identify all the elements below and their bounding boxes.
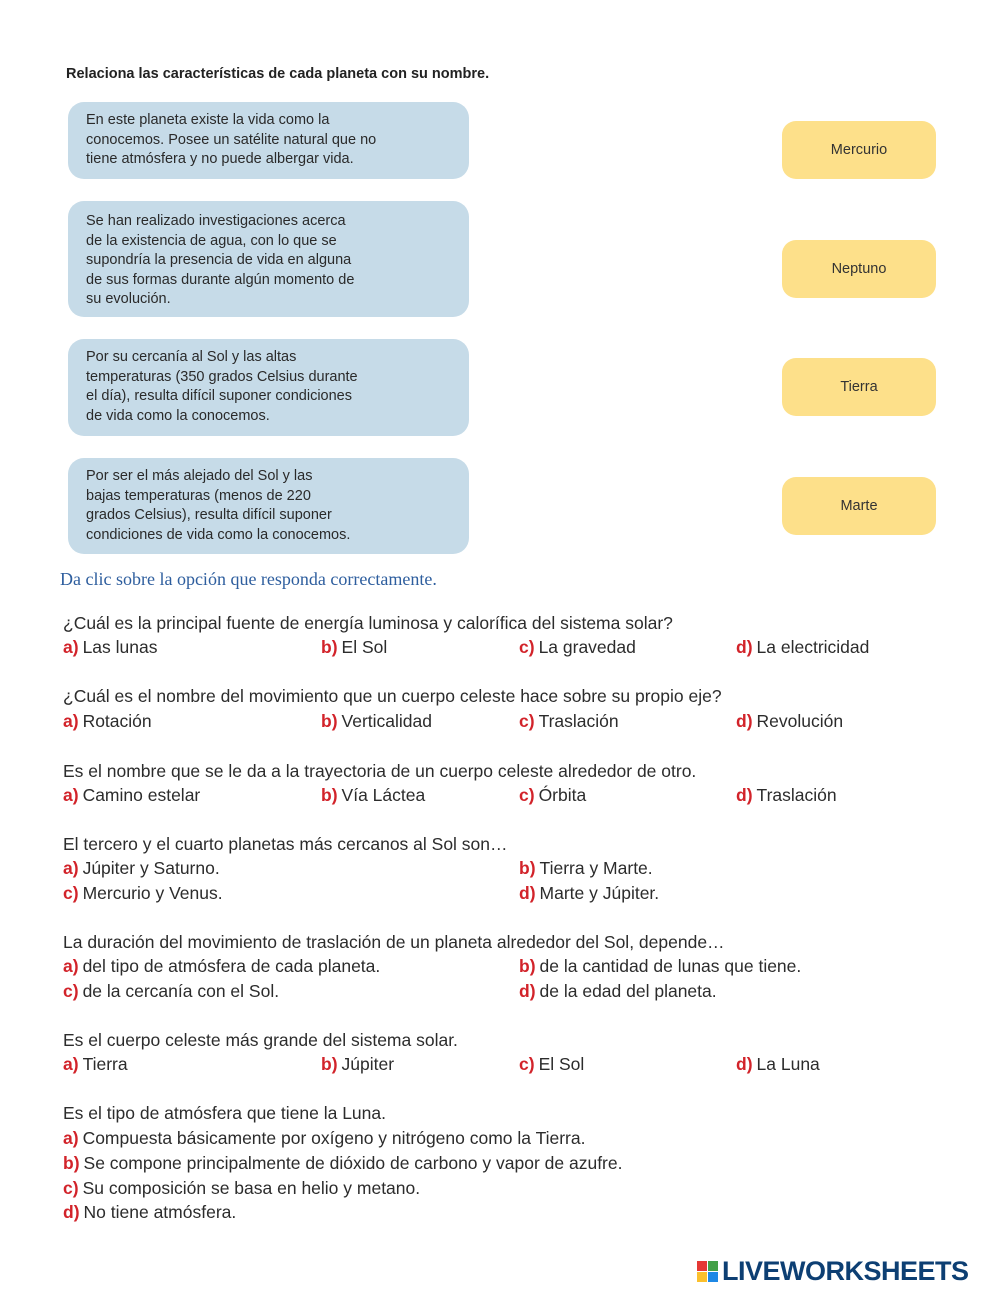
question-3-text: Es el nombre que se le da a la trayectoria de un cuerpo celeste alrededor de otro. <box>63 761 697 781</box>
question-4-option-c[interactable] <box>63 883 223 904</box>
option-letter: b) <box>63 1153 80 1173</box>
description-line: En este planeta existe la vida como la <box>86 112 330 128</box>
question-6-option-c[interactable] <box>519 1054 584 1075</box>
description-line: grados Celsius), resulta difícil suponer <box>86 507 332 523</box>
option-letter: b) <box>519 858 536 878</box>
question-1-option-a[interactable] <box>63 637 157 658</box>
option-letter: d) <box>519 883 536 903</box>
description-line: condiciones de vida como la conocemos. <box>86 526 351 543</box>
option-letter: c) <box>519 637 535 657</box>
question-7-option-a[interactable] <box>63 1128 585 1149</box>
description-line: su evolución. <box>86 291 171 307</box>
option-letter: a) <box>63 1054 79 1074</box>
question-3-option-b[interactable] <box>321 785 425 806</box>
logo-square-red <box>697 1261 707 1271</box>
option-text: de la cantidad de lunas que tiene. <box>539 956 802 976</box>
option-text: Compuesta básicamente por oxígeno y nitrógeno como la Tierra. <box>82 1128 586 1148</box>
question-7-option-c[interactable] <box>63 1178 420 1199</box>
option-text: El Sol <box>538 1054 585 1074</box>
planet-name-box-neptuno[interactable]: Neptuno <box>782 240 936 298</box>
question-6-option-b[interactable] <box>321 1054 394 1075</box>
question-5-option-a[interactable] <box>63 956 380 977</box>
description-line: conocemos. Posee un satélite natural que no <box>86 131 377 148</box>
description-box-4[interactable] <box>68 458 469 554</box>
option-letter: d) <box>519 981 536 1001</box>
description-box-3[interactable] <box>68 339 469 436</box>
option-text: La gravedad <box>538 637 636 657</box>
option-letter: d) <box>63 1202 80 1222</box>
option-letter: d) <box>736 1054 753 1074</box>
option-text: Camino estelar <box>82 785 201 805</box>
option-text: La Luna <box>756 1054 820 1074</box>
option-text: Marte y Júpiter. <box>539 883 660 903</box>
option-letter: a) <box>63 637 79 657</box>
option-text: Verticalidad <box>341 711 433 731</box>
option-text: No tiene atmósfera. <box>83 1202 237 1222</box>
question-4-option-b[interactable] <box>519 858 653 879</box>
option-letter: b) <box>321 711 338 731</box>
question-6-option-d[interactable] <box>736 1054 820 1075</box>
question-6-text: Es el cuerpo celeste más grande del sistema solar. <box>63 1030 458 1050</box>
question-2-text: ¿Cuál es el nombre del movimiento que un cuerpo celeste hace sobre su propio eje? <box>63 686 722 706</box>
option-letter: a) <box>63 858 79 878</box>
option-letter: c) <box>63 981 79 1001</box>
logo-text: LIVEWORKSHEETS <box>722 1255 969 1286</box>
question-2-option-b[interactable] <box>321 711 432 732</box>
option-text: de la edad del planeta. <box>539 981 717 1001</box>
option-text: Vía Láctea <box>341 785 426 805</box>
option-letter: b) <box>321 1054 338 1074</box>
question-7-text: Es el tipo de atmósfera que tiene la Luna. <box>63 1103 386 1123</box>
logo-square-blue <box>708 1272 718 1282</box>
option-letter: d) <box>736 785 753 805</box>
option-text: Traslación <box>756 785 837 805</box>
option-text: Revolución <box>756 711 844 731</box>
description-line: de vida como la conocemos. <box>86 407 270 424</box>
logo-square-green <box>708 1261 718 1271</box>
option-letter: d) <box>736 637 753 657</box>
description-line: de la existencia de agua, con lo que se <box>86 232 337 249</box>
option-letter: c) <box>63 883 79 903</box>
instruction-text: Da clic sobre la opción que responda correctamente. <box>60 569 437 589</box>
description-line: de sus formas durante algún momento de <box>86 271 355 288</box>
option-text: Tierra <box>82 1054 128 1074</box>
option-letter: b) <box>519 956 536 976</box>
option-text: Se compone principalmente de dióxido de carbono y vapor de azufre. <box>83 1153 623 1173</box>
question-2-option-a[interactable] <box>63 711 152 732</box>
option-text: Rotación <box>82 711 152 731</box>
option-letter: c) <box>63 1178 79 1198</box>
description-line: tiene atmósfera y no puede albergar vida. <box>86 151 354 167</box>
question-5-option-c[interactable] <box>63 981 279 1002</box>
question-4-option-d[interactable] <box>519 883 659 904</box>
description-line: Por ser el más alejado del Sol y las <box>86 468 313 484</box>
option-text: del tipo de atmósfera de cada planeta. <box>82 956 381 976</box>
question-7-option-d[interactable] <box>63 1202 236 1223</box>
question-7-option-b[interactable] <box>63 1153 622 1174</box>
description-box-1[interactable] <box>68 102 469 179</box>
question-1-text: ¿Cuál es la principal fuente de energía luminosa y calorífica del sistema solar? <box>63 613 673 633</box>
question-4-text: El tercero y el cuarto planetas más cercanos al Sol son… <box>63 834 508 854</box>
option-letter: b) <box>321 785 338 805</box>
question-6-option-a[interactable] <box>63 1054 128 1075</box>
description-box-2[interactable] <box>68 201 469 317</box>
planet-name-box-mercurio[interactable]: Mercurio <box>782 121 936 179</box>
option-letter: c) <box>519 711 535 731</box>
option-letter: a) <box>63 1128 79 1148</box>
question-5-text: La duración del movimiento de traslación de un planeta alrededor del Sol, depende… <box>63 932 725 952</box>
option-text: Su composición se basa en helio y metano. <box>82 1178 421 1198</box>
liveworksheets-logo <box>697 1256 969 1286</box>
description-line: Se han realizado investigaciones acerca <box>86 213 346 229</box>
question-5-option-d[interactable] <box>519 981 717 1002</box>
description-line: Por su cercanía al Sol y las altas <box>86 349 297 365</box>
question-3-option-d[interactable] <box>736 785 837 806</box>
description-line: bajas temperaturas (menos de 220 <box>86 487 311 504</box>
logo-square-yellow <box>697 1272 707 1282</box>
planet-name-box-tierra[interactable]: Tierra <box>782 358 936 416</box>
logo-mark-icon <box>697 1261 718 1282</box>
option-text: Traslación <box>538 711 619 731</box>
option-letter: a) <box>63 956 79 976</box>
question-3-option-c[interactable] <box>519 785 586 806</box>
description-line: temperaturas (350 grados Celsius durante <box>86 368 358 385</box>
question-5-option-b[interactable] <box>519 956 801 977</box>
option-text: El Sol <box>341 637 388 657</box>
option-letter: b) <box>321 637 338 657</box>
description-line: supondría la presencia de vida en alguna <box>86 252 352 268</box>
option-letter: a) <box>63 711 79 731</box>
question-1-option-c[interactable] <box>519 637 636 658</box>
option-letter: c) <box>519 1054 535 1074</box>
option-text: La electricidad <box>756 637 870 657</box>
question-2-option-c[interactable] <box>519 711 619 732</box>
option-text: Júpiter <box>341 1054 395 1074</box>
option-text: Júpiter y Saturno. <box>82 858 220 878</box>
activity-heading: Relaciona las características de cada planeta con su nombre. <box>66 66 490 82</box>
option-text: Órbita <box>538 785 587 805</box>
question-1-option-d[interactable] <box>736 637 869 658</box>
option-text: de la cercanía con el Sol. <box>82 981 280 1001</box>
option-text: Las lunas <box>82 637 158 657</box>
description-line: el día), resulta difícil suponer condiciones <box>86 388 352 404</box>
planet-name-box-marte[interactable]: Marte <box>782 477 936 535</box>
option-letter: a) <box>63 785 79 805</box>
question-1-option-b[interactable] <box>321 637 387 658</box>
option-letter: c) <box>519 785 535 805</box>
question-3-option-a[interactable] <box>63 785 200 806</box>
question-2-option-d[interactable] <box>736 711 843 732</box>
question-4-option-a[interactable] <box>63 858 220 879</box>
option-text: Tierra y Marte. <box>539 858 653 878</box>
option-text: Mercurio y Venus. <box>82 883 223 903</box>
option-letter: d) <box>736 711 753 731</box>
